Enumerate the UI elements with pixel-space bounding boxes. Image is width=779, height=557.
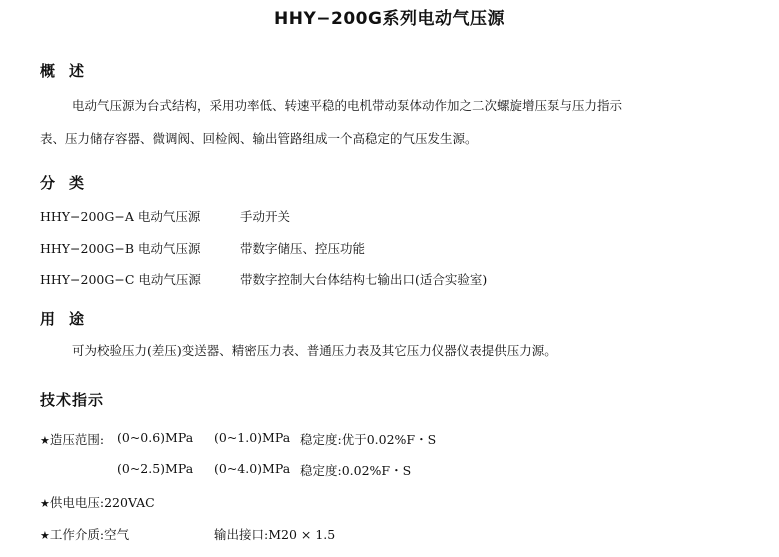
spec-stability: 稳定度:优于0.02%F・S [300,432,437,447]
spec-range-value: (0~0.6)MPa [117,430,194,445]
spec-range-label: ★造压范围: [40,432,105,447]
spec-range-value: (0~4.0)MPa [214,461,291,476]
spec-outlet [214,525,335,543]
spec-voltage-label: 供电电压: [49,495,105,510]
usage-heading: 用途 [40,310,99,328]
model-description: 带数字控制大台体结构七输出口(适合实验室) [240,272,488,287]
spec-voltage [40,493,155,511]
model-name: HHY−200G−A 电动气压源 [40,209,201,224]
model-name: HHY−200G−B 电动气压源 [40,241,201,256]
model-description: 手动开关 [240,209,291,224]
spec-medium [40,525,129,543]
star-icon: ★ [40,529,50,542]
spec-outlet-label: 输出接口: [214,527,269,542]
spec-range-value: (0~1.0)MPa [214,430,291,445]
star-icon: ★ [40,434,50,447]
spec-stability: 稳定度:0.02%F・S [300,463,412,478]
overview-text-line2: 表、压力储存容器、微调阀、回检阀、输出管路组成一个高稳定的气压发生源。 [40,131,478,146]
page-title: HHY−200G系列电动气压源 [274,9,505,29]
usage-text: 可为校验压力(差压)变送器、精密压力表、普通压力表及其它压力仪器仪表提供压力源。 [72,343,557,358]
spec-range-value: (0~2.5)MPa [117,461,194,476]
spec-medium-label: 工作介质: [49,527,105,542]
overview-heading: 概述 [40,62,99,80]
star-icon: ★ [40,497,50,510]
spec-voltage-value: 220VAC [104,495,155,510]
spec-outlet-value: M20 × 1.5 [268,527,336,542]
classification-heading: 分类 [40,174,99,192]
model-name: HHY−200G−C 电动气压源 [40,272,201,287]
model-description: 带数字储压、控压功能 [240,241,366,256]
specs-heading: 技术指示 [40,391,105,409]
spec-medium-value: 空气 [104,527,130,542]
overview-text-line1: 电动气压源为台式结构，采用功率低、转速平稳的电机带动泵体动作加之二次螺旋增压泵与压力指示 [72,98,623,113]
